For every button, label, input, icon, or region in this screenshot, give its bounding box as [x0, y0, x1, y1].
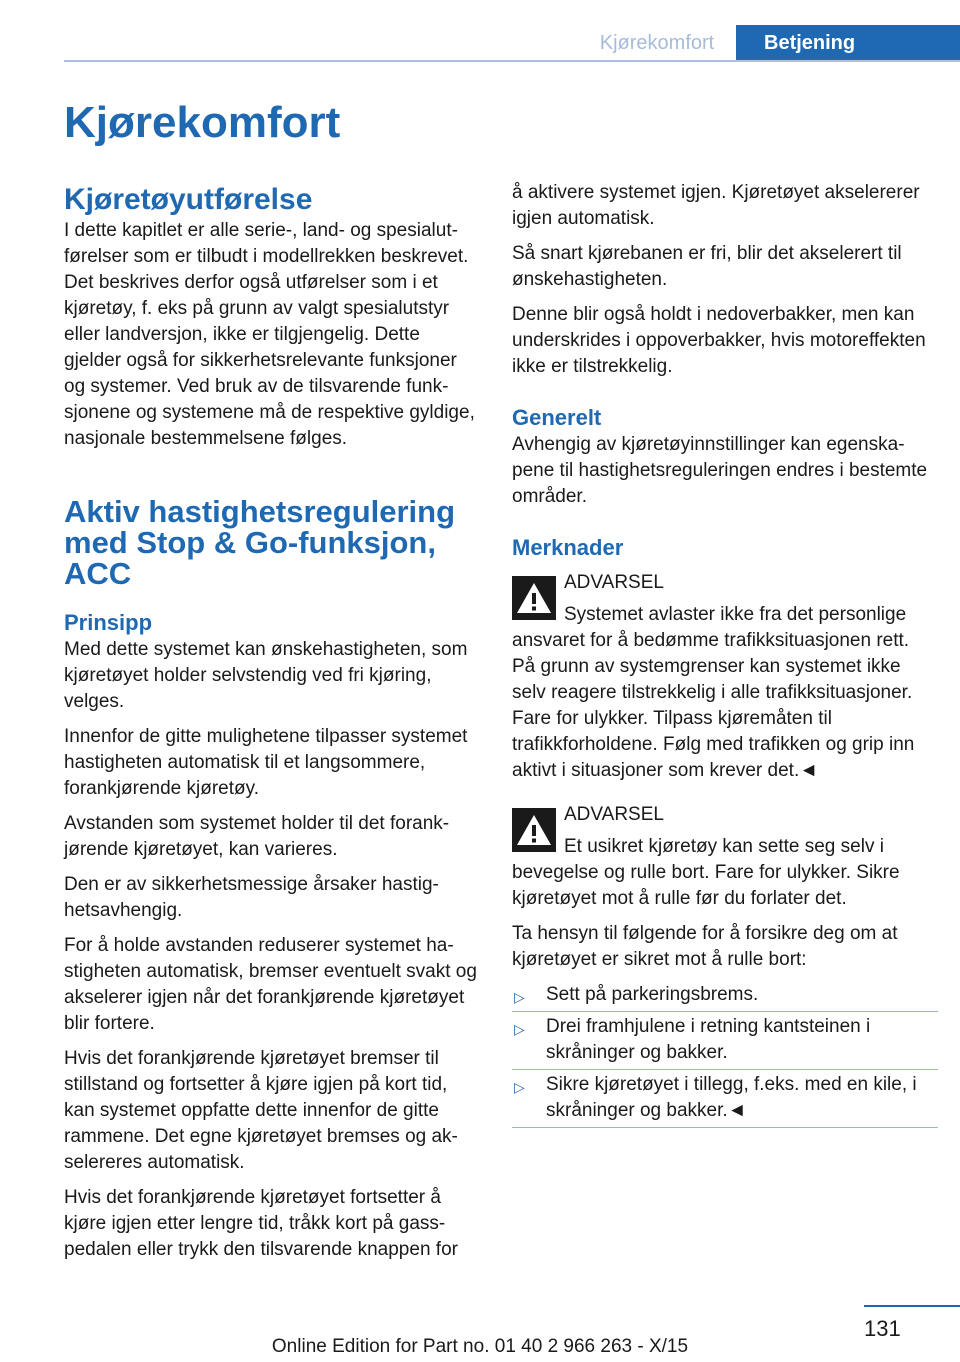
- heading-general: Generelt: [512, 405, 602, 430]
- list-item: [512, 1072, 930, 1124]
- triangle-bullet-icon: ▷: [514, 1079, 525, 1095]
- step-list: [512, 982, 930, 1124]
- list-item: [512, 1014, 930, 1066]
- paragraph: å aktivere systemet igjen. Kjøretøyet akselererer igjen automatisk.: [512, 182, 920, 229]
- paragraph: Innenfor de gitte mulighetene tilpasser systemet hastigheten automatisk til et langsommere, forankjørende kjøretøy.: [64, 726, 468, 799]
- warning-text: Et usikret kjøretøy kan sette seg selv i: [564, 836, 884, 857]
- warning-text: ansvaret for å bedømme trafikksituasjonen rett. På grunn av systemgrenser kan systemet ikke selv reagere tilstrekkelig i alle trafikksituasjoner. Fare for ulykker. Tilpass kjøremåten til trafikkforholdene. Følg med trafikken og grip inn aktivt i situasjoner som krever det.◄: [512, 630, 915, 781]
- warning-box: [512, 802, 930, 912]
- header-chapter-tab: Betjening: [736, 25, 960, 62]
- triangle-bullet-icon: ▷: [514, 989, 525, 1005]
- paragraph: Hvis det forankjørende kjøretøyet bremser til stillstand og fortsetter å kjøre igjen på kort tid, kan systemet oppfatte dette innenfor de gitte rammene. Det egne kjøretøyet bremses og akselereres automatisk.: [64, 1048, 458, 1173]
- paragraph: Med dette systemet kan ønskehastigheten, som kjøretøyet holder selvstendig ved fri kjøring, velges.: [64, 639, 468, 712]
- warning-icon: [512, 808, 556, 852]
- header-rule: [64, 60, 960, 62]
- right-column: [512, 180, 930, 1124]
- paragraph: Avstanden som systemet holder til det forankjørende kjøretøyet, kan varieres.: [64, 813, 450, 860]
- heading-principle: Prinsipp: [64, 610, 153, 635]
- footer-rule: [864, 1305, 960, 1307]
- header-section-tab: Kjørekomfort: [599, 32, 715, 54]
- list-item-text: Sett på parkeringsbrems.: [546, 984, 759, 1005]
- triangle-bullet-icon: ▷: [514, 1021, 525, 1037]
- left-column: [64, 182, 480, 1272]
- list-item: [512, 982, 930, 1008]
- list-item-text: Drei framhjulene i retning kantsteinen i skråninger og bakker.: [546, 1016, 871, 1063]
- warning-title: ADVARSEL: [564, 572, 664, 593]
- warning-title: ADVARSEL: [564, 804, 664, 825]
- paragraph: Så snart kjørebanen er fri, blir det akselerert til ønskehastigheten.: [512, 243, 902, 290]
- paragraph-secure: Ta hensyn til følgende for å forsikre deg om at kjøretøyet er sikret mot å rulle bort:: [512, 923, 898, 970]
- heading-vehicle-version: Kjøretøyutførelse: [64, 183, 313, 216]
- paragraph-general: Avhengig av kjøretøyinnstillinger kan egenskapene til hastighetsreguleringen endres i bestemte områder.: [512, 434, 928, 507]
- warning-box: [512, 570, 930, 784]
- paragraph: Den er av sikkerhetsmessige årsaker hastighetsavhengig.: [64, 874, 439, 921]
- page-title: Kjørekomfort: [64, 98, 341, 147]
- paragraph: For å holde avstanden reduserer systemet hastigheten automatisk, bremser eventuelt svakt og akselerer igjen når det forankjørende kjøretøyet blir fortere.: [64, 935, 477, 1034]
- warning-text: Systemet avlaster ikke fra det personlige: [564, 604, 907, 625]
- page-number: 131: [864, 1316, 901, 1341]
- warning-icon: [512, 576, 556, 620]
- paragraph: Hvis det forankjørende kjøretøyet fortsetter å kjøre igjen etter lengre tid, tråkk kort på gasspedalen eller trykk den tilsvarende knappen for: [64, 1187, 458, 1260]
- footer-edition: Online Edition for Part no. 01 40 2 966 263 - X/15: [271, 1336, 689, 1357]
- paragraph-vehicle-version: I dette kapitlet er alle serie-, land- og spesialutførelser som er tilbudt i modellrekken beskrevet. Det beskrives derfor også utførelser som i et kjøretøy, f. eks på grunn av valgt spesialutstyr eller landversjon, ikke er tilgjengelig. Dette gjelder også for sikkerhetsrelevante funksjoner og systemer. Ved bruk av de tilsvarende funksjonene og systemene må de respektive gyldige, nasjonale bestemmelsene følges.: [64, 220, 475, 449]
- heading-acc: Aktiv hastighetsregulering med Stop & Go-funksjon, ACC: [64, 494, 456, 591]
- list-item-text: Sikre kjøretøyet i tillegg, f.eks. med en kile, i skråninger og bakker.◄: [546, 1074, 917, 1121]
- paragraph: Denne blir også holdt i nedoverbakker, men kan underskrides i oppoverbakker, hvis motoreffekten ikke er tilstrekkelig.: [512, 304, 926, 377]
- warning-text: bevegelse og rulle bort. Fare for ulykker. Sikre kjøretøyet mot å rulle før du forlater det.: [512, 862, 900, 909]
- heading-notes: Merknader: [512, 535, 624, 560]
